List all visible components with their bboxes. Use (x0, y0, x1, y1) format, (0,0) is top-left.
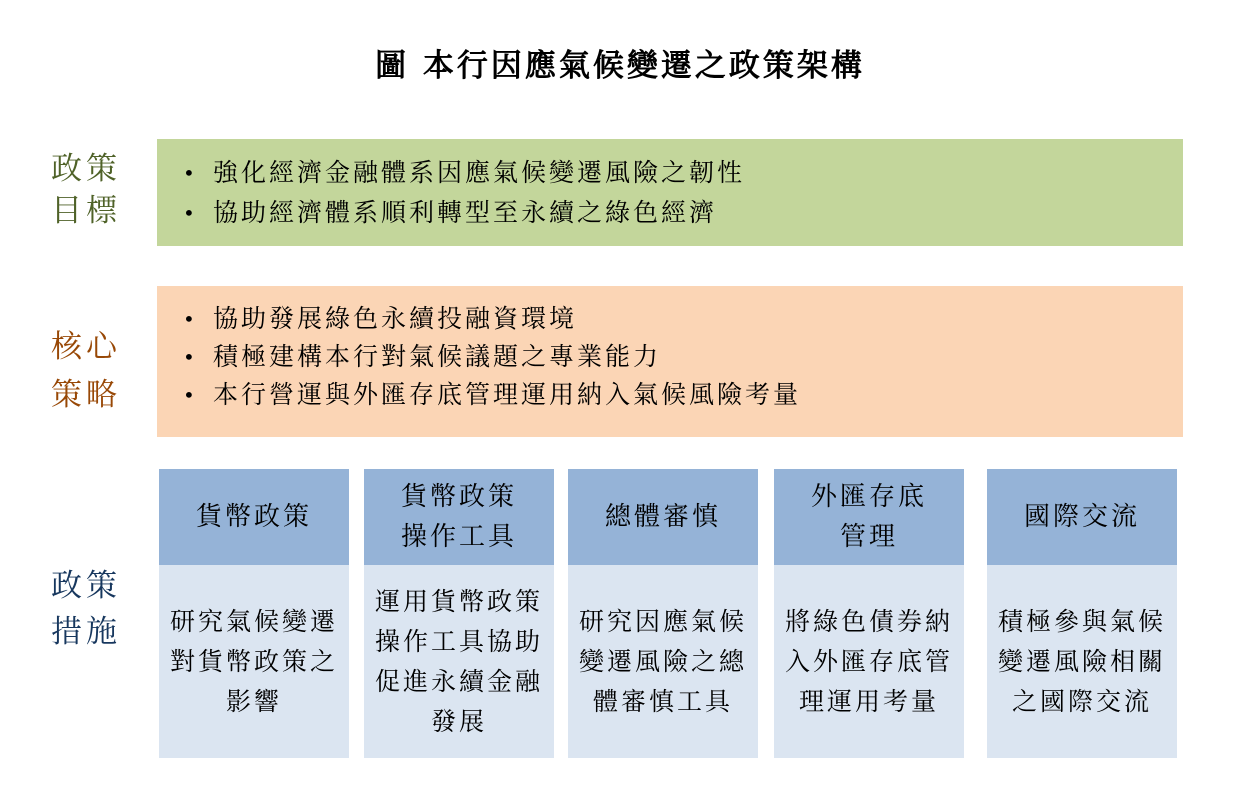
strategy-item-text: 積極建構本行對氣候議題之專業能力 (213, 342, 662, 371)
measures-label-line-1: 政策 (51, 568, 121, 604)
measure-column-head: 貨幣政策 (159, 469, 349, 565)
strategy-label (41, 323, 131, 419)
measure-column-policy-tools (364, 469, 554, 758)
strategy-item (157, 300, 1183, 338)
measure-column-body: 研究因應氣候 變遷風險之總 體審慎工具 (568, 565, 758, 758)
measure-column-international (987, 469, 1177, 758)
measure-column-monetary-policy (159, 469, 349, 758)
bullet-icon: • (183, 201, 198, 225)
strategy-item (157, 376, 1183, 414)
goals-item-text: 協助經濟體系順利轉型至永續之綠色經濟 (213, 198, 718, 227)
measure-column-body: 運用貨幣政策 操作工具協助 促進永續金融 發展 (364, 565, 554, 758)
strategy-list (157, 300, 1183, 414)
measure-column-body: 研究氣候變遷 對貨幣政策之 影響 (159, 565, 349, 758)
bullet-icon: • (183, 383, 198, 407)
goals-item (157, 153, 1183, 193)
goals-list (157, 153, 1183, 233)
strategy-band (157, 286, 1183, 437)
measures-label (41, 563, 131, 655)
goals-label-line-2: 目標 (51, 193, 121, 229)
bullet-icon: • (183, 307, 198, 331)
measure-column-head: 總體審慎 (568, 469, 758, 565)
measure-column-body: 將綠色債券納 入外匯存底管 理運用考量 (774, 565, 964, 758)
measure-column-head: 貨幣政策 操作工具 (364, 469, 554, 565)
bullet-icon: • (183, 161, 198, 185)
measure-column-body: 積極參與氣候 變遷風險相關 之國際交流 (987, 565, 1177, 758)
strategy-label-line-2: 策略 (51, 377, 121, 413)
strategy-item-text: 協助發展綠色永續投融資環境 (213, 304, 578, 333)
bullet-icon: • (183, 345, 198, 369)
strategy-item (157, 338, 1183, 376)
goals-band (157, 139, 1183, 246)
goals-label-line-1: 政策 (51, 151, 121, 187)
goals-item-text: 強化經濟金融體系因應氣候變遷風險之韌性 (213, 158, 746, 187)
strategy-item-text: 本行營運與外匯存底管理運用納入氣候風險考量 (213, 380, 802, 409)
measure-column-head: 外匯存底 管理 (774, 469, 964, 565)
measure-column-fx-reserves (774, 469, 964, 758)
strategy-label-line-1: 核心 (51, 329, 121, 365)
goals-label (41, 148, 131, 232)
measure-column-macroprudential (568, 469, 758, 758)
measure-column-head: 國際交流 (987, 469, 1177, 565)
goals-item (157, 193, 1183, 233)
measures-label-line-2: 措施 (51, 614, 121, 650)
page-title: 圖 本行因應氣候變遷之政策架構 (375, 48, 865, 84)
